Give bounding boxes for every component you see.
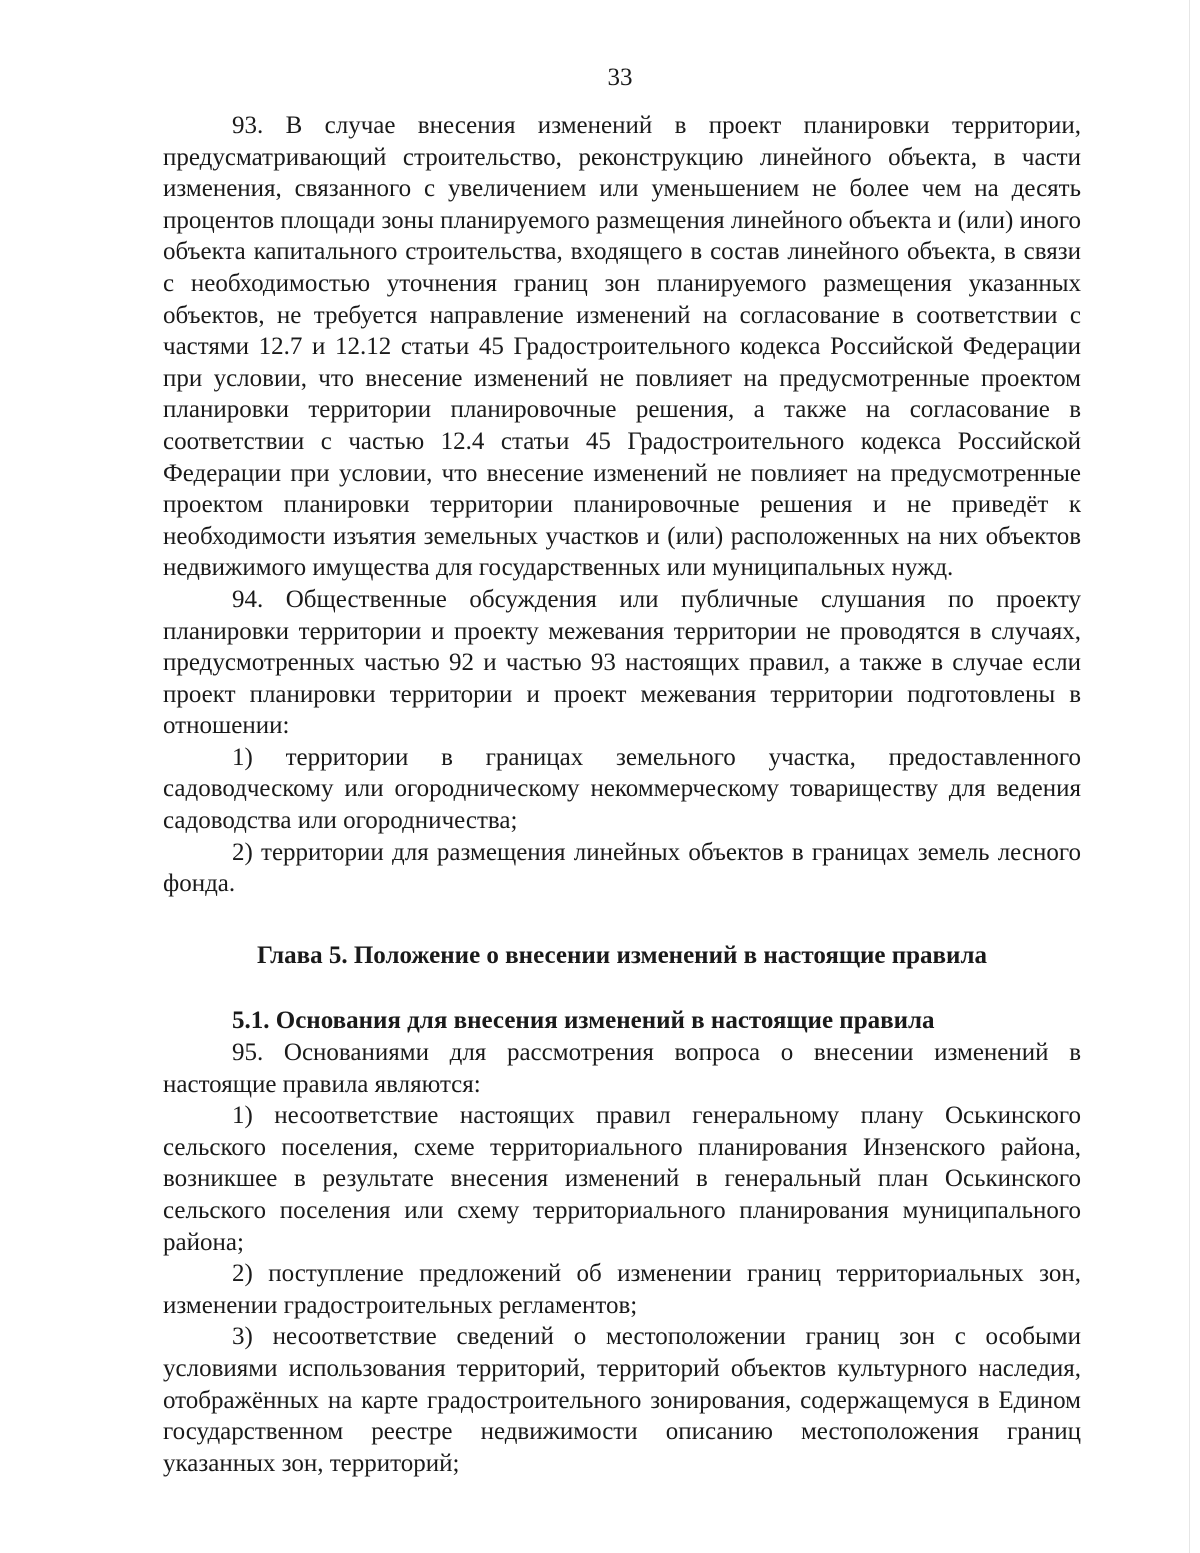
paragraph-95: 95. Основаниями для рассмотрения вопроса о внесении изменений в настоящие правила являются: bbox=[163, 1039, 1081, 1098]
paragraph-93: 93. В случае внесения изменений в проект планировки территории, предусматривающий строительство, реконструкцию линейного объекта, в части изменения, связанного с увеличением или уменьшением не более чем на десять процентов площади зоны планируемого размещения линейного объекта и (или) иного объекта капитального строительства, входящего в состав линейного объекта, в связи с необходимостью уточнения границ зон планируемого размещения указанных объектов, не требуется направление изменений на согласование в соответствии с частями 12.7 и 12.12 статьи 45 Градостроительного кодекса Российской Федерации при условии, что внесение изменений не повлияет на предусмотренные проектом планировки территории планировочные решения, а также на согласование в соответствии с частью 12.4 статьи 45 Градостроительного кодекса Российской Федерации при условии, что внесение изменений не повлияет на предусмотренные проектом планировки территории планировочные решения и не приведёт к необходимости изъятия земельных участков и (или) расположенных на них объектов недвижимого имущества для государственных или муниципальных нужд. bbox=[163, 112, 1081, 582]
paragraph-95-item-1: 1) несоответствие настоящих правил генеральному плану Оськинского сельского поселения, схеме территориального планирования Инзенского района, возникшее в результате внесения изменений в генеральный план Оськинского сельского поселения или схему территориального планирования муниципального района; bbox=[163, 1102, 1081, 1256]
paragraph-95-item-2: 2) поступление предложений об изменении границ территориальных зон, изменении градостроительных регламентов; bbox=[163, 1260, 1081, 1319]
paragraph-95-item-3: 3) несоответствие сведений о местоположении границ зон с особыми условиями использования территорий, территорий объектов культурного наследия, отображённых на карте градостроительного зонирования, содержащемуся в Едином государственном реестре недвижимости описанию местоположения границ указанных зон, территорий; bbox=[163, 1323, 1081, 1477]
paragraph-94-item-2: 2) территории для размещения линейных объектов в границах земель лесного фонда. bbox=[163, 838, 1081, 898]
page-number: 33 bbox=[607, 64, 633, 91]
chapter-title: Глава 5. Положение о внесении изменений в настоящие правила bbox=[257, 941, 987, 969]
paragraph-94-item-1: 1) территории в границах земельного участка, предоставленного садоводческому или огородническому некоммерческому товариществу для ведения садоводства или огородничества; bbox=[163, 743, 1081, 835]
section-title: 5.1. Основания для внесения изменений в настоящие правила bbox=[232, 1007, 935, 1035]
document-body bbox=[163, 110, 1081, 1479]
scan-edge-line bbox=[1189, 0, 1190, 1553]
paragraph-94: 94. Общественные обсуждения или публичные слушания по проекту планировки территории и проекту межевания территории не проводятся в случаях, предусмотренных частью 92 и частью 93 настоящих правил, а также в случае если проект планировки территории и проект межевания территории подготовлены в отношении: bbox=[163, 585, 1081, 740]
